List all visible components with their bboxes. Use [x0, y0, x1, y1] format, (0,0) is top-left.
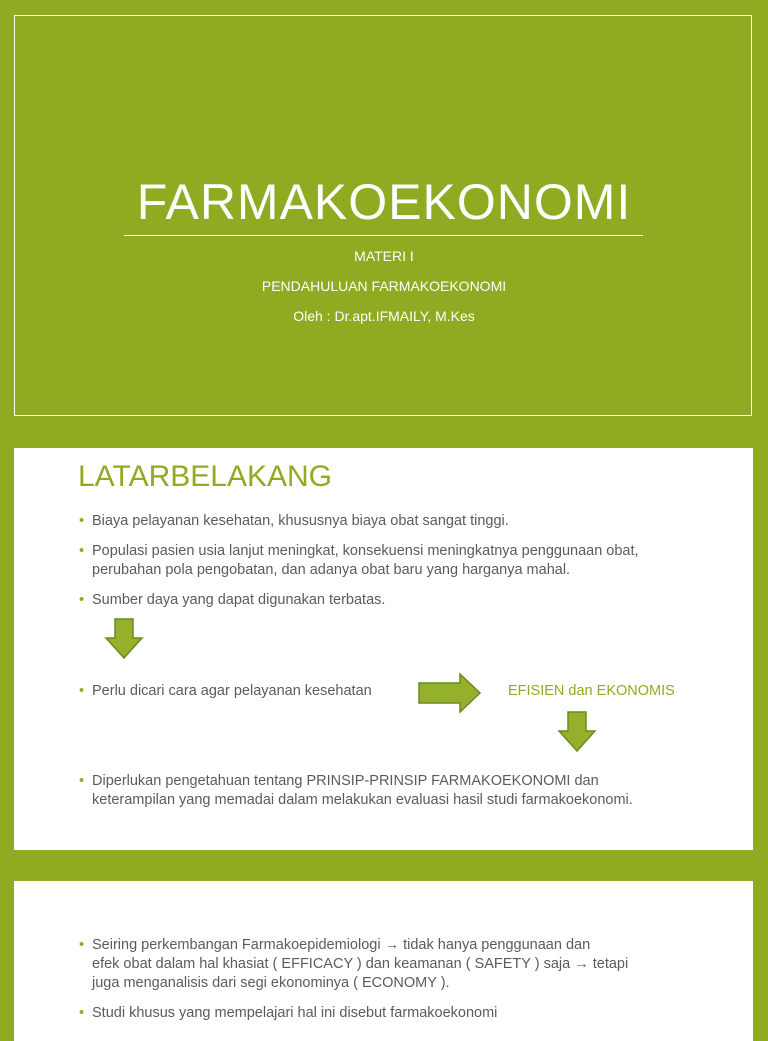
arrow-down-icon — [104, 618, 144, 660]
bullet-dot: • — [79, 543, 85, 559]
bullet-text: efek obat dalam hal khasiat ( EFFICACY ) dan keamanan ( SAFETY ) saja → tetapi — [92, 956, 629, 972]
title-slide — [0, 0, 768, 432]
title-divider — [124, 235, 643, 236]
bullet-studi — [79, 1004, 498, 1023]
bullet-text: perubahan pola pengobatan, dan adanya obat baru yang harganya mahal. — [92, 562, 571, 578]
bullet-dot: • — [79, 683, 85, 699]
bullet-dot: • — [79, 592, 85, 608]
bullet-dot: • — [79, 937, 85, 953]
bullet-dot: • — [79, 513, 85, 529]
bullet-text: keterampilan yang memadai dalam melakukan evaluasi hasil studi farmakoekonomi. — [92, 792, 633, 808]
bullet-seiring-cont2 — [92, 974, 450, 993]
slide-heading: LATARBELAKANG — [78, 460, 332, 493]
bullet-text: Populasi pasien usia lanjut meningkat, konsekuensi meningkatnya penggunaan obat, — [92, 543, 639, 559]
slide-title: FARMAKOEKONOMI — [136, 174, 632, 230]
bullet-populasi-cont — [92, 561, 570, 580]
bullet-seiring-cont — [92, 955, 628, 974]
latarbelakang-slide — [14, 448, 753, 850]
efisien-label: EFISIEN dan EKONOMIS — [508, 683, 675, 699]
bullet-dot: • — [79, 1005, 85, 1021]
bullet-text: Diperlukan pengetahuan tentang PRINSIP-PRINSIP FARMAKOEKONOMI dan — [92, 773, 599, 789]
bullet-diperlukan-cont — [92, 791, 633, 810]
subtitle-materi: MATERI I — [354, 248, 414, 264]
arrow-down-icon — [557, 711, 597, 753]
farmakoepidemiologi-slide — [14, 881, 753, 1041]
bullet-text: Studi khusus yang mempelajari hal ini disebut farmakoekonomi — [92, 1005, 498, 1021]
bullet-sumber — [79, 591, 386, 610]
bullet-text: Perlu dicari cara agar pelayanan kesehatan — [92, 683, 372, 699]
bullet-text: juga menganalisis dari segi ekonominya ( ECONOMY ). — [92, 975, 450, 991]
bullet-text: Sumber daya yang dapat digunakan terbatas. — [92, 592, 386, 608]
bullet-text: Seiring perkembangan Farmakoepidemiologi → tidak hanya penggunaan dan — [92, 937, 591, 953]
subtitle-topic: PENDAHULUAN FARMAKOEKONOMI — [261, 278, 507, 294]
arrow-right-icon — [418, 672, 482, 714]
bullet-text: Biaya pelayanan kesehatan, khususnya biaya obat sangat tinggi. — [92, 513, 509, 529]
bullet-seiring — [79, 936, 591, 955]
bullet-biaya — [79, 512, 509, 531]
bullet-diperlukan — [79, 772, 599, 791]
subtitle-author: Oleh : Dr.apt.IFMAILY, M.Kes — [293, 308, 475, 324]
bullet-perlu — [79, 682, 372, 701]
bullet-dot: • — [79, 773, 85, 789]
bullet-populasi — [79, 542, 639, 561]
